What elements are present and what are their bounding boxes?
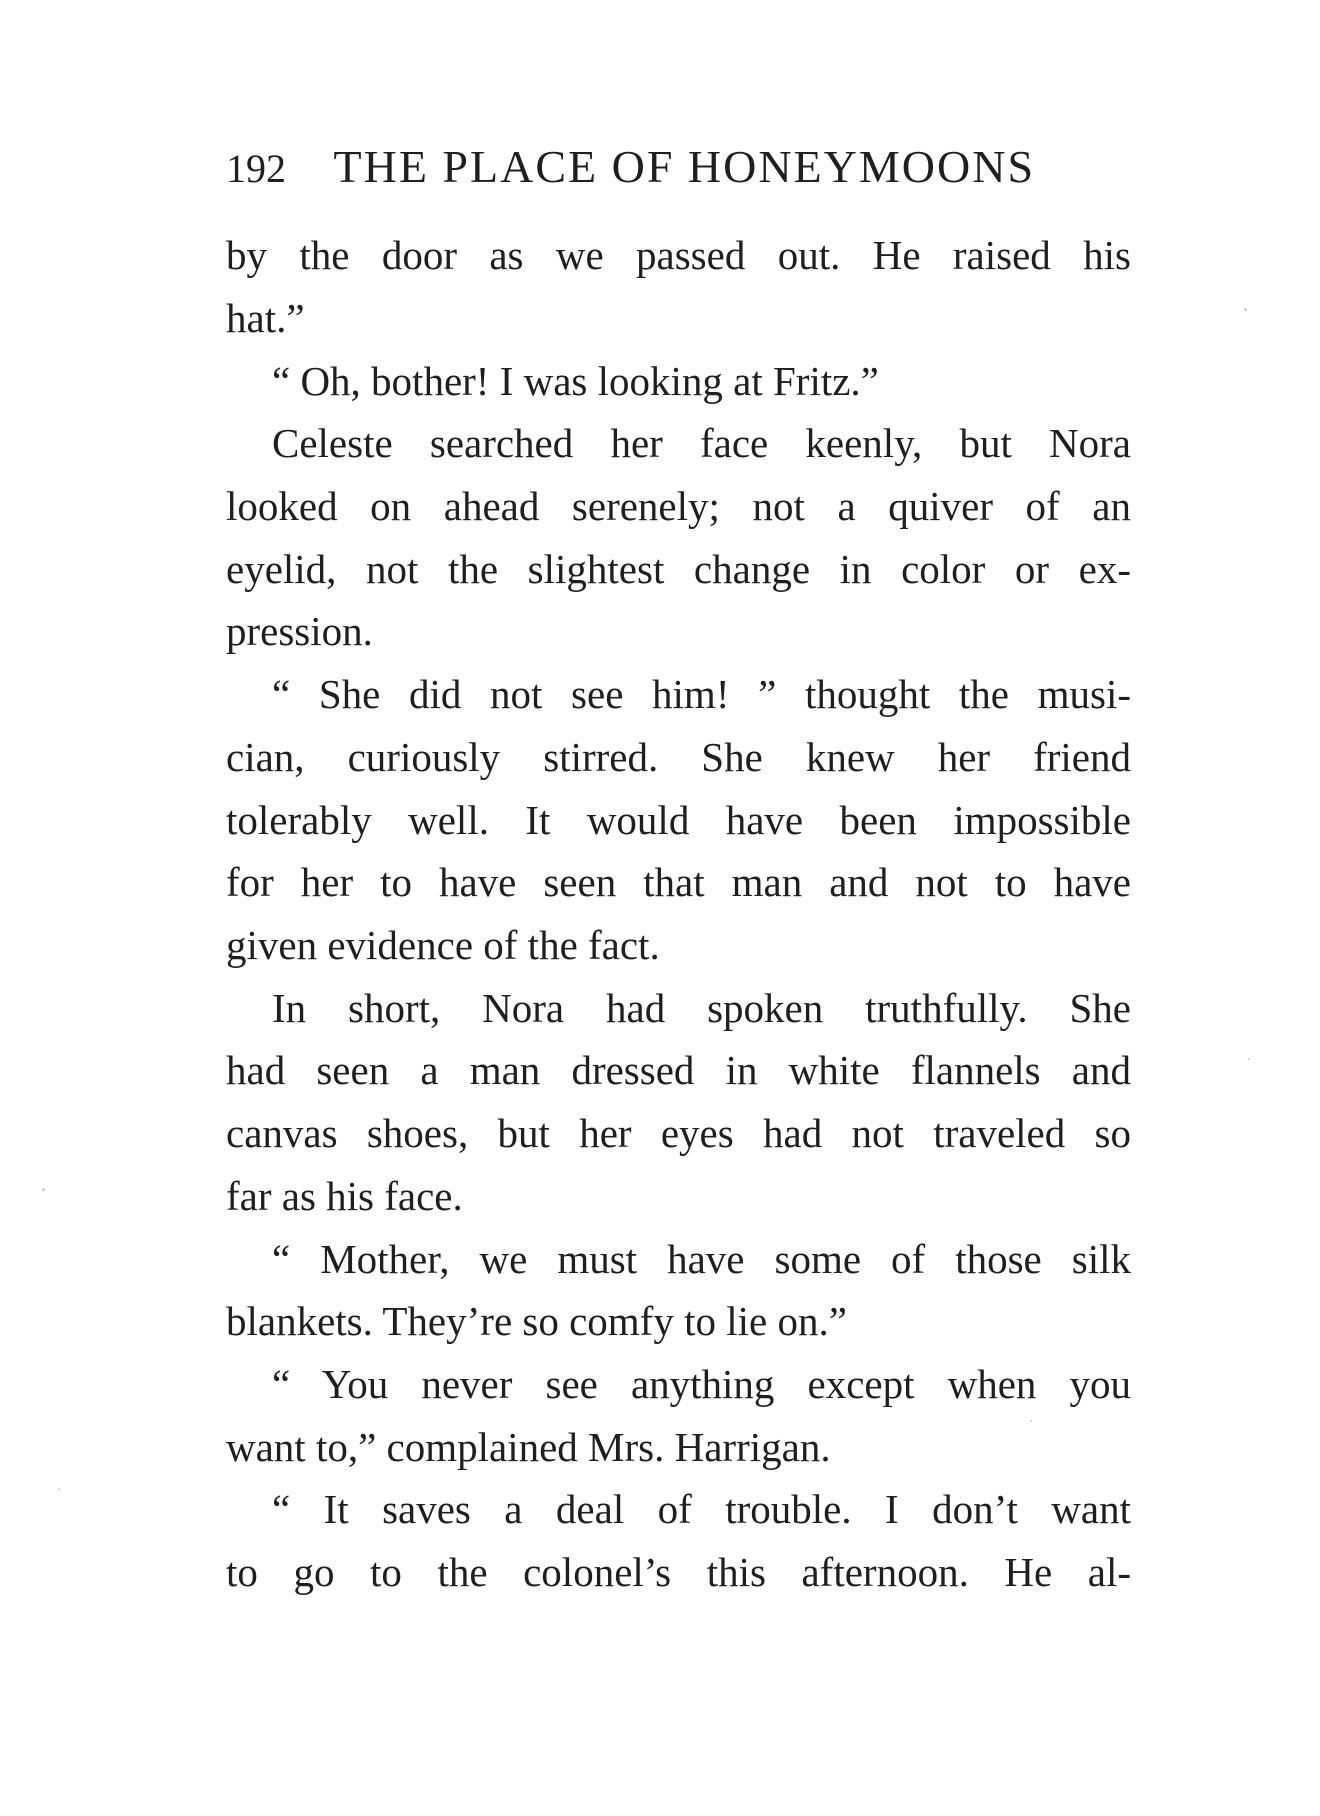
paper-speck: [1248, 1058, 1250, 1060]
text-line: pression.: [226, 608, 373, 654]
text-line: had seen a man dressed in white flannels and: [226, 1047, 1131, 1093]
text-line: canvas shoes, but her eyes had not traveled so: [226, 1110, 1131, 1156]
text-line: looked on ahead serenely; not a quiver of an: [226, 483, 1131, 529]
text-line: given evidence of the fact.: [226, 922, 660, 968]
text-line: tolerably well. It would have been impossible: [226, 797, 1131, 843]
text-line: for her to have seen that man and not to have: [226, 859, 1131, 905]
text-line: “ You never see anything except when you: [272, 1361, 1131, 1407]
text-line: cian, curiously stirred. She knew her friend: [226, 734, 1131, 780]
running-title: THE PLACE OF HONEYMOONS: [333, 141, 1036, 192]
text-line: Celeste searched her face keenly, but Nora: [272, 420, 1131, 466]
text-line: “ She did not see him! ” thought the musi-: [272, 671, 1131, 717]
text-line: blankets. They’re so comfy to lie on.”: [226, 1298, 847, 1344]
text-line: “ Mother, we must have some of those silk: [272, 1236, 1131, 1282]
text-line: “ Oh, bother! I was looking at Fritz.”: [272, 358, 879, 404]
paper-speck: [58, 1488, 60, 1490]
page-number: 192: [226, 146, 286, 191]
text-line: by the door as we passed out. He raised his: [226, 232, 1131, 278]
text-line: far as his face.: [226, 1173, 463, 1219]
text-line: hat.”: [226, 295, 305, 341]
paper-speck: [1244, 308, 1247, 311]
text-line: eyelid, not the slightest change in color or ex-: [226, 546, 1131, 592]
text-line: “ It saves a deal of trouble. I don’t want: [272, 1486, 1131, 1532]
paper-speck: [42, 1188, 45, 1191]
text-line: want to,” complained Mrs. Harrigan.: [226, 1424, 831, 1470]
running-header: [226, 140, 1126, 200]
text-line: In short, Nora had spoken truthfully. She: [272, 985, 1131, 1031]
text-line: to go to the colonel’s this afternoon. He al-: [226, 1549, 1131, 1595]
paper-speck: [1030, 1420, 1032, 1422]
